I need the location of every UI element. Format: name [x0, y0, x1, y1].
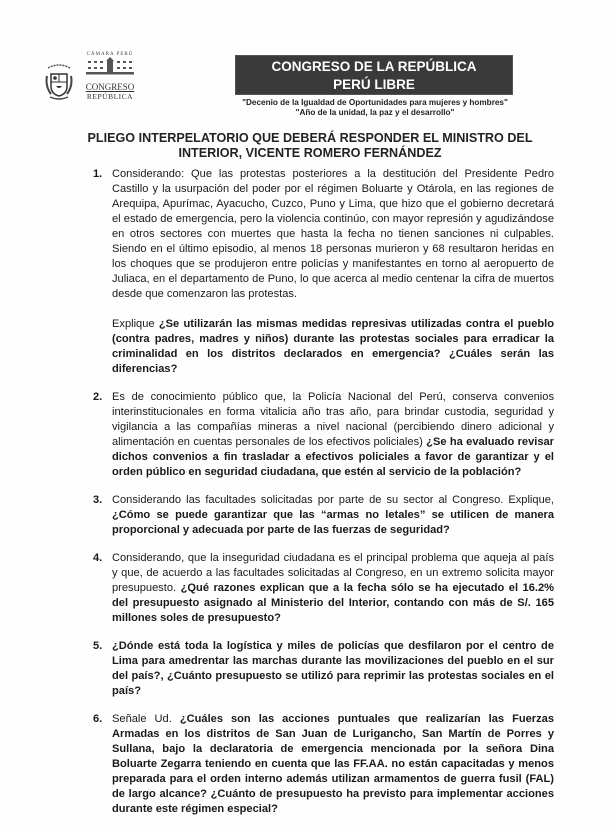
title-line2: INTERIOR, VICENTE ROMERO FERNÁNDEZ	[178, 146, 442, 160]
item-number: 3.	[93, 494, 103, 506]
question-item-6	[93, 712, 554, 817]
question-item-2	[93, 390, 554, 480]
item-question-bold: ¿Qué razones explican que a la fecha sólo se ha ejecutado el 16.2% del presupuesto asignado al Ministerio del Interior, contando con más de S/. 165 millones soles de presupuesto?	[112, 582, 554, 624]
item-text: Señale Ud.	[112, 713, 180, 725]
item-text: Es de conocimiento público que, la Policía Nacional del Perú, conserva convenios interinstitucionales en forma vitalicia año tras año, para brindar custodia, seguridad y vigilancia a las compañías mineras a nivel nacional (percibiendo dinero adicional y alimentación en cuentas personales de los efectivos policiales)	[112, 391, 554, 448]
slogan-1: "Decenio de la Igualdad de Oportunidades para mujeres y hombres"	[242, 98, 508, 107]
banner-line2: PERÚ LIBRE	[333, 77, 415, 92]
item-question	[112, 317, 554, 377]
question-item-4	[93, 551, 554, 626]
item-body	[112, 493, 554, 538]
item-text: Considerando las facultades solicitadas por parte de su sector al Congreso. Explique,	[112, 494, 554, 506]
item-body	[112, 712, 554, 817]
slogan-2: "Año de la unidad, la paz y el desarrollo"	[295, 108, 455, 117]
question-list	[93, 167, 554, 830]
item-body	[112, 639, 554, 699]
item-question-bold: ¿Dónde está toda la logística y miles de policías que desfilaron por el centro de Lima para amedrentar las marchas durante las movilizaciones del pueblo en el sur del país?, ¿Cuánto presupuesto se utilizó para reprimir las protestas sociales en el país?	[112, 640, 554, 697]
year-slogans	[225, 98, 525, 118]
banner-line1: CONGRESO DE LA REPÚBLICA	[271, 59, 477, 74]
item-question-bold: ¿Se ha evaluado revisar dichos convenios a fin trasladar a efectivos policiales a favor de garantizar y el orden público en seguridad ciudadana, que estén al servicio de la población?	[112, 436, 554, 478]
item-number: 5.	[93, 640, 103, 652]
item-text: Considerando: Que las protestas posteriores a la destitución del Presidente Pedro Castillo y la usurpación del poder por el régimen Boluarte y Otárola, en las regiones de Arequipa, Apurímac, Ayacucho, Cuzco, Puno y Lima, que hizo que el gobierno decretará el estado de emergencia, pero la violencia continúo, con mayor represión y agudizándose en otros sectores con muertes que hasta la fecha no tienen sanciones ni culpables. Siendo en el último episodio, al menos 18 personas murieron y 68 resultaron heridas en los choques que se produjeron entre policías y manifestantes en torno al aeropuerto de Juliaca, en el departamento de Puno, lo que acerca al medio centenar la cifra de muertos desde que comenzaron las protestas.	[112, 168, 554, 300]
congress-logo	[44, 52, 139, 108]
congress-wordmark	[84, 52, 136, 108]
item-question-bold: ¿Se utilizarán las mismas medidas represivas utilizadas contra el pueblo (contra padres, madres y niños) durante las protestas sociales para erradicar la criminalidad en los distritos declarados en emergencia? ¿Cuáles serán las diferencias?	[112, 318, 554, 375]
parliament-building-icon	[86, 57, 134, 77]
item-number: 2.	[93, 391, 103, 403]
document-title	[80, 131, 540, 161]
question-item-3	[93, 493, 554, 538]
item-number: 1.	[93, 168, 103, 180]
item-question-bold: ¿Cuáles son las acciones puntuales que realizarían las Fuerzas Armadas en los distritos de San Juan de Lurigancho, San Martín de Porres y Sullana, bajo la declaratoria de emergencia mencionada por la señora Dina Boluarte Zegarra teniendo en cuenta que las FF.AA. no están capacitadas y menos preparada para el orden interno además utilizan armamentos de guerra fusil (FAL) de largo alcance? ¿Cuánto de presupuesto ha previsto para implementar acciones durante este régimen especial?	[112, 713, 554, 815]
logo-top-text: CÁMARA PERÚ	[86, 52, 134, 57]
item-question-lead: Explique	[112, 318, 159, 330]
logo-name-line1: CONGRESO	[85, 82, 135, 92]
item-question-bold: ¿Cómo se puede garantizar que las “armas no letales” se utilicen de manera proporcional y adecuada por parte de las fuerzas de seguridad?	[112, 509, 554, 536]
item-number: 4.	[93, 552, 103, 564]
logo-name-line2: REPÚBLICA	[86, 92, 134, 101]
party-banner	[235, 55, 513, 95]
title-line1: PLIEGO INTERPELATORIO QUE DEBERÁ RESPONDER EL MINISTRO DEL	[87, 131, 533, 145]
question-item-5	[93, 639, 554, 699]
item-body	[112, 390, 554, 480]
item-text: Considerando, que la inseguridad ciudadana es el principal problema que aqueja al país y que, de acuerdo a las facultades solicitadas al Congreso, en un extremo solicita mayor presupuesto.	[112, 552, 554, 594]
item-number: 6.	[93, 713, 103, 725]
coat-of-arms-icon	[44, 62, 74, 102]
item-body	[112, 551, 554, 626]
question-item-1	[93, 167, 554, 377]
